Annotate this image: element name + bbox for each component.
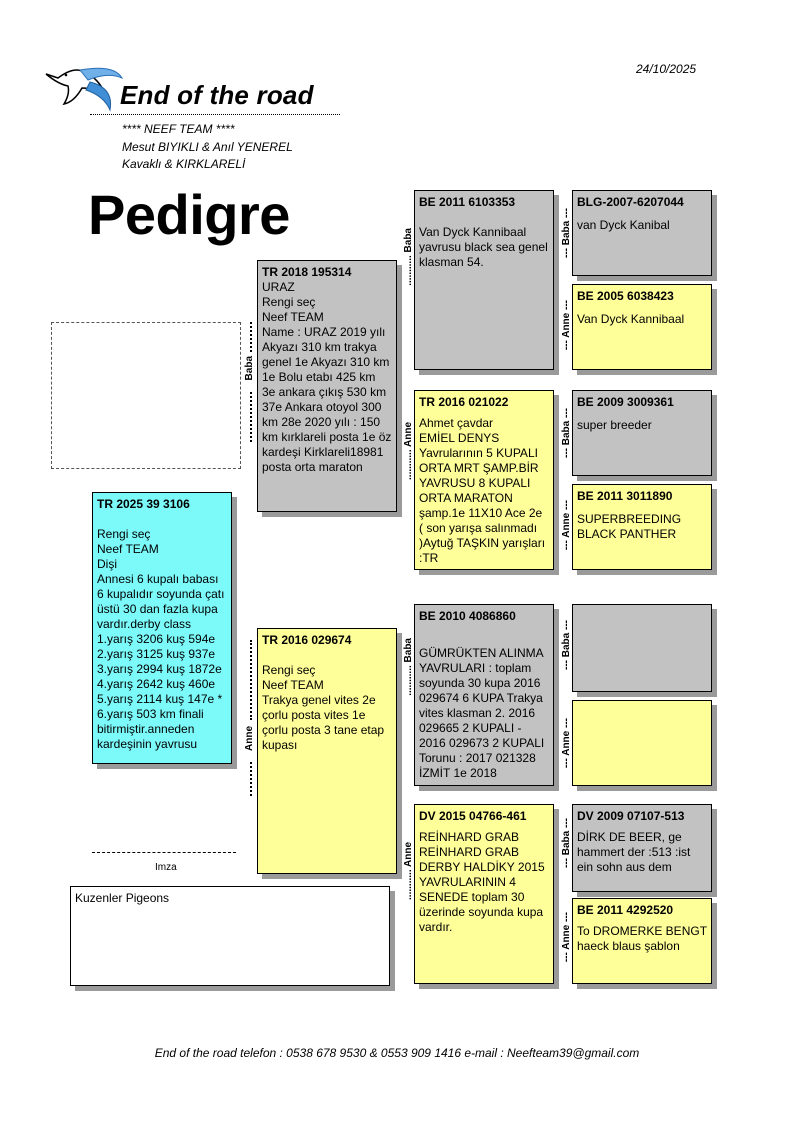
dam-label: Anne: [244, 726, 255, 751]
dds-label: --- Baba ---: [561, 818, 572, 868]
ssd-description: Van Dyck Kannibaal: [577, 312, 685, 326]
ddd-description: To DROMERKE BENGT haeck blaus şablon: [577, 924, 707, 953]
subject-description: Rengi seç Neef TEAM Dişi Annesi 6 kupalı babası 6 kupalıdır soyunda çatı üstü 30 dan fazla kupa vardır.derby class 1.yarış 3206 kuş 594e 2.yarış 3125 kuş 937e 3.yarış 2994 kuş 1872e 4.yarış 2642 kuş 460e 5.yarış 2114 kuş 147e * 6.yarış 503 km finali bitirmiştir.anneden kardeşinin yavrusu: [97, 527, 225, 751]
sss-ring-number: BLG-2007-6207044: [577, 195, 684, 209]
dss-card: [572, 604, 712, 692]
sire-sire-description: Van Dyck Kannibaal yavrusu black sea genel klasman 54.: [419, 225, 548, 269]
photo-placeholder: [51, 322, 241, 469]
sire-connector: [250, 322, 252, 352]
owner-names: Mesut BIYIKLI & Anıl YENEREL: [122, 140, 293, 154]
sire-dam-description: Ahmet çavdar EMİEL DENYS Yavrularının 5 KUPALI ORTA MRT ŞAMP.BİR YAVRUSU 8 KUPALI ORTA MARATON şamp.1e 11X10 Ace 2e ( son yarışa salınmadı )Aytuğ TAŞKIN yarışları :TR: [419, 416, 546, 565]
ss-label: ........... Baba: [403, 228, 414, 286]
sds-description: super breeder: [577, 418, 652, 432]
dds-ring-number: DV 2009 07107-513: [577, 809, 685, 823]
notes-title: Kuzenler Pigeons: [75, 891, 170, 905]
location: Kavaklı & KIRKLARELİ: [122, 157, 246, 171]
signature-line: [92, 852, 236, 853]
ddd-ring-number: BE 2011 4292520: [577, 903, 674, 917]
brand-name: End of the road: [120, 80, 314, 110]
sire-dam-ring-number: TR 2016 021022: [419, 395, 509, 409]
sire-description: URAZ Rengi seç Neef TEAM Name : URAZ 2019 yılı Akyazı 310 km trakya genel 1e Akyazı 310 km 1e Bolu etabı 425 km 3e ankara çıkış 530 km 37e Ankara otoyol 300 km 28e 2020 yılı : 150 km kırklareli posta 1e öz kardeşi Kirklareli18981 posta orta maraton: [262, 280, 392, 474]
dam-card: [257, 628, 397, 874]
dam-sire-ring-number: BE 2010 4086860: [419, 609, 516, 623]
brand-underline: [90, 114, 340, 115]
sire-ring-number: TR 2018 195314: [262, 265, 352, 279]
sire-sire-ring-number: BE 2011 6103353: [419, 195, 516, 209]
subject-pigeon-card: [92, 492, 232, 764]
ddd-card: [572, 898, 712, 984]
sss-label: --- Baba ---: [561, 208, 572, 258]
sds-ring-number: BE 2009 3009361: [577, 395, 674, 409]
dam-ring-number: TR 2016 029674: [262, 633, 352, 647]
signature-label: Imza: [155, 862, 177, 873]
ddd-label: --- Anne ---: [561, 912, 572, 963]
dam-connector: [250, 640, 252, 720]
sire-card: [257, 260, 397, 512]
dd-label: ........... Anne: [403, 842, 414, 900]
dss-label: --- Baba ---: [561, 620, 572, 670]
sire-sire-card: [414, 190, 554, 370]
ds-label: ........... Baba: [403, 638, 414, 696]
sdd-description: SUPERBREEDING BLACK PANTHER: [577, 512, 682, 541]
sdd-label: --- Anne ---: [561, 500, 572, 551]
dds-card: [572, 804, 712, 892]
sss-description: van Dyck Kanibal: [577, 218, 670, 232]
ssd-card: [572, 284, 712, 370]
dam-dam-ring-number: DV 2015 04766-461: [419, 809, 527, 823]
dam-connector-lower: [250, 762, 252, 796]
sdd-ring-number: BE 2011 3011890: [577, 489, 673, 503]
team-name: **** NEEF TEAM ****: [122, 122, 235, 136]
sire-dam-card: [414, 390, 554, 570]
contact-footer: End of the road telefon : 0538 678 9530 & 0553 909 1416 e-mail : Neefteam39@gmail.com: [154, 1046, 640, 1060]
sdd-card: [572, 484, 712, 570]
print-date: 24/10/2025: [636, 62, 697, 76]
sire-label: Baba: [244, 356, 255, 381]
dam-dam-card: [414, 804, 554, 984]
pigeon-logo-icon: [44, 58, 124, 118]
dds-description: DİRK DE BEER, ge hammert der :513 :ist ein sohn aus dem: [577, 830, 691, 874]
dam-dam-description: REİNHARD GRAB REİNHARD GRAB DERBY HALDİKY 2015 YAVRULARININ 4 SENEDE toplam 30 üzerinde soyunda kupa vardır.: [419, 830, 545, 934]
ssd-label: --- Anne ---: [561, 300, 572, 351]
sds-card: [572, 390, 712, 476]
dsd-card: [572, 700, 712, 786]
ssd-ring-number: BE 2005 6038423: [577, 289, 674, 303]
sd-label: ........... Anne: [403, 422, 414, 480]
sire-connector-lower: [250, 392, 252, 442]
sss-card: [572, 190, 712, 276]
sds-label: --- Baba ---: [561, 408, 572, 458]
dam-sire-card: [414, 604, 554, 786]
subject-ring-number: TR 2025 39 3106: [97, 497, 190, 511]
dam-description: Rengi seç Neef TEAM Trakya genel vites 2e çorlu posta vites 1e çorlu posta 3 tane etap kupası: [262, 663, 385, 752]
dam-sire-description: GÜMRÜKTEN ALINMA YAVRULARI : toplam soyunda 30 kupa 2016 029674 6 KUPA Trakya vites klasman 2. 2016 029665 2 KUPALI - 2016 029673 2 KUPALI Torunu : 2017 021328 İZMİT 1e 2018: [419, 646, 545, 780]
page-title: Pedigre: [88, 183, 290, 246]
dsd-label: --- Anne ---: [561, 718, 572, 769]
notes-box: [70, 886, 390, 986]
